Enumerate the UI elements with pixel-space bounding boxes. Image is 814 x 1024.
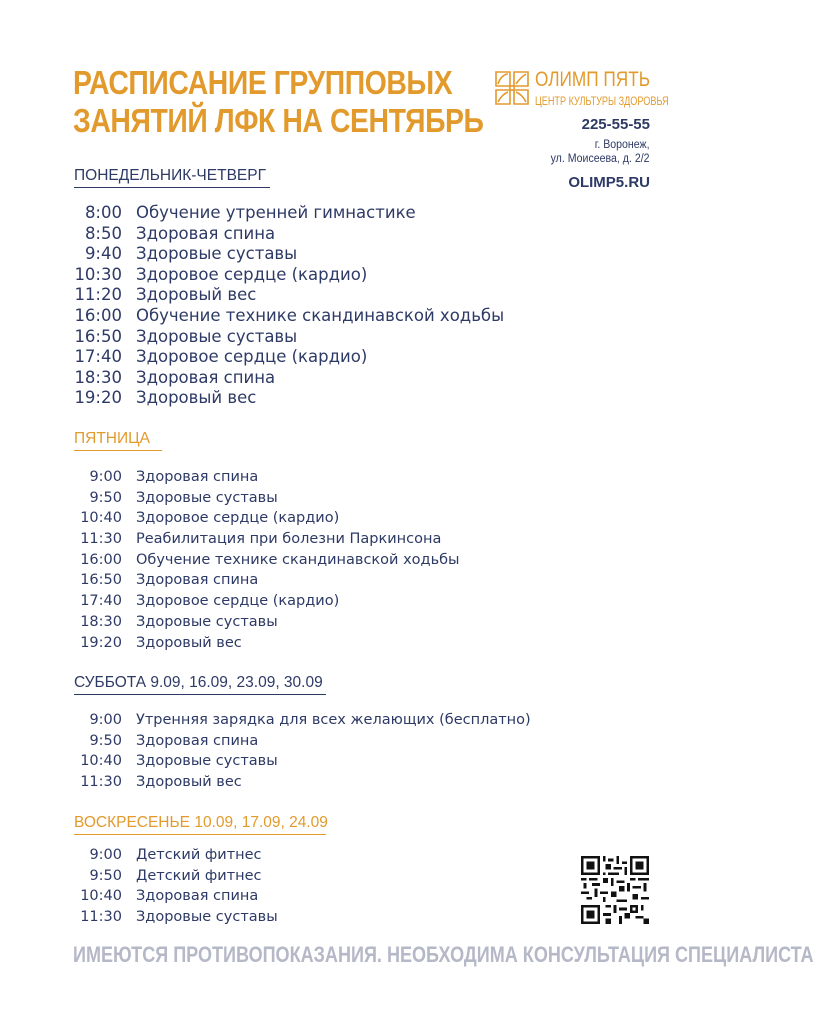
class-name: Здоровая спина <box>136 732 259 749</box>
section-heading-friday <box>74 430 150 448</box>
website-link[interactable]: OLIMP5.RU <box>568 174 650 191</box>
class-name: Здоровое сердце (кардио) <box>136 593 340 610</box>
class-name: Здоровые суставы <box>136 489 278 506</box>
class-name: Обучение технике скандинавской ходьбы <box>136 305 505 325</box>
time-label: 9:00 <box>89 847 122 863</box>
section-heading-mon-thu <box>74 167 266 185</box>
schedule-row <box>0 203 722 224</box>
schedule-row <box>0 550 722 571</box>
schedule-row <box>0 633 722 654</box>
class-name: Обучение технике скандинавской ходьбы <box>136 551 460 568</box>
class-name: Здоровая спина <box>136 367 276 387</box>
time-label: 11:30 <box>80 774 122 791</box>
class-name: Здоровые суставы <box>136 326 298 346</box>
schedule-row <box>0 388 722 409</box>
class-name: Здоровый вес <box>136 774 242 791</box>
time-label: 9:00 <box>89 712 122 728</box>
time-label: 10:40 <box>80 753 122 770</box>
phone-number: 225-55-55 <box>581 116 650 133</box>
time-label: 17:40 <box>80 593 122 610</box>
class-name: Здоровая спина <box>136 572 259 589</box>
class-name: Здоровые суставы <box>136 753 278 770</box>
time-label: 19:20 <box>80 634 122 651</box>
class-name: Здоровая спина <box>136 469 259 485</box>
schedule-row <box>0 772 722 793</box>
brand-logo <box>494 68 669 112</box>
schedule-row <box>0 244 722 265</box>
schedule-row <box>0 529 722 550</box>
class-name: Здоровые суставы <box>136 613 278 630</box>
section-heading-label: СУББОТА 9.09, 16.09, 23.09, 30.09 <box>74 674 323 691</box>
schedule-row <box>0 508 722 529</box>
time-label: 9:50 <box>89 867 122 884</box>
time-label: 10:40 <box>80 888 122 905</box>
class-name: Реабилитация при болезни Паркинсона <box>136 531 442 548</box>
time-label: 8:50 <box>84 223 122 243</box>
class-name: Здоровое сердце (кардио) <box>136 347 368 367</box>
time-label: 9:00 <box>89 469 122 485</box>
time-label: 10:40 <box>80 510 122 527</box>
schedule-row <box>0 731 722 752</box>
time-label: 11:30 <box>80 531 122 548</box>
schedule-row <box>0 591 722 612</box>
contact-block <box>542 116 650 191</box>
time-label: 9:50 <box>89 489 122 506</box>
section-heading-label: ПЯТНИЦА <box>74 430 150 447</box>
time-label: 11:30 <box>80 909 122 926</box>
class-name: Здоровый вес <box>136 388 257 408</box>
schedule-row <box>0 285 722 306</box>
time-label: 16:50 <box>80 572 122 589</box>
schedule-saturday <box>0 710 722 793</box>
heading-underline <box>74 694 326 695</box>
time-label: 18:30 <box>80 613 122 630</box>
page-title <box>73 64 484 140</box>
heading-underline <box>74 187 270 188</box>
time-label: 16:00 <box>80 551 122 568</box>
schedule-row <box>0 347 722 368</box>
class-name: Утренняя зарядка для всех желающих (бесплатно) <box>136 712 531 728</box>
class-name: Детский фитнес <box>136 847 262 863</box>
qr-code-icon[interactable] <box>581 856 649 924</box>
section-heading-saturday <box>74 674 323 692</box>
heading-underline <box>74 450 162 451</box>
schedule-mon-thu <box>0 203 722 409</box>
time-label: 19:20 <box>74 388 122 408</box>
class-name: Здоровое сердце (кардио) <box>136 264 368 284</box>
class-name: Здоровые суставы <box>136 909 278 926</box>
schedule-row <box>0 327 722 348</box>
page-title-line-1: РАСПИСАНИЕ ГРУППОВЫХ <box>73 64 453 101</box>
time-label: 9:40 <box>84 244 122 264</box>
page-title-line-2: ЗАНЯТИЙ ЛФК НА СЕНТЯБРЬ <box>73 102 484 139</box>
heading-underline <box>74 834 326 835</box>
time-label: 16:50 <box>74 326 122 346</box>
class-name: Здоровый вес <box>136 634 242 651</box>
time-label: 16:00 <box>74 305 122 325</box>
section-heading-label: ВОСКРЕСЕНЬЕ 10.09, 17.09, 24.09 <box>74 814 328 831</box>
section-heading-sunday <box>74 814 328 832</box>
class-name: Здоровая спина <box>136 888 259 905</box>
schedule-row <box>0 612 722 633</box>
schedule-row <box>0 710 722 731</box>
schedule-row <box>0 265 722 286</box>
leaf-logo-icon <box>494 70 530 106</box>
schedule-row <box>0 467 722 488</box>
time-label: 8:00 <box>84 203 122 222</box>
class-name: Детский фитнес <box>136 867 262 884</box>
section-heading-label: ПОНЕДЕЛЬНИК-ЧЕТВЕРГ <box>74 167 266 184</box>
schedule-row <box>0 570 722 591</box>
time-label: 9:50 <box>89 732 122 749</box>
class-name: Здоровая спина <box>136 223 276 243</box>
address-line-1: г. Воронеж, <box>595 139 650 151</box>
schedule-row <box>0 751 722 772</box>
contraindications-notice: ИМЕЮТСЯ ПРОТИВОПОКАЗАНИЯ. НЕОБХОДИМА КОНСУЛЬТАЦИЯ СПЕЦИАЛИСТА <box>73 942 814 967</box>
brand-name: ОЛИМП ПЯТЬ <box>535 68 651 91</box>
schedule-row <box>0 368 722 389</box>
class-name: Здоровое сердце (кардио) <box>136 510 340 527</box>
schedule-row <box>0 306 722 327</box>
time-label: 10:30 <box>74 264 122 284</box>
schedule-friday <box>0 467 722 653</box>
time-label: 18:30 <box>74 367 122 387</box>
schedule-row <box>0 224 722 245</box>
time-label: 11:20 <box>74 285 122 305</box>
address-line-2: ул. Моисеева, д. 2/2 <box>551 153 650 165</box>
brand-subtitle: ЦЕНТР КУЛЬТУРЫ ЗДОРОВЬЯ <box>535 94 669 108</box>
class-name: Обучение утренней гимнастике <box>136 203 416 222</box>
class-name: Здоровые суставы <box>136 244 298 264</box>
schedule-row <box>0 488 722 509</box>
time-label: 17:40 <box>74 347 122 367</box>
class-name: Здоровый вес <box>136 285 257 305</box>
